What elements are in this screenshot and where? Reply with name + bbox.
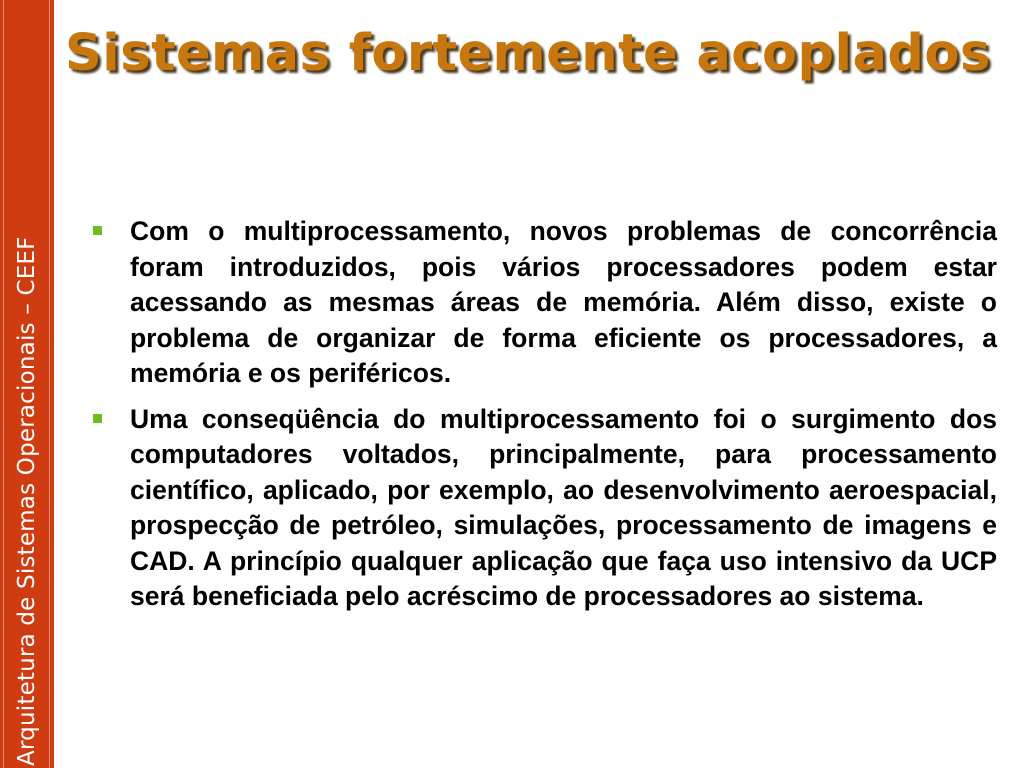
side-bar-text: Arquitetura de Sistemas Operacionais – CEEF bbox=[14, 236, 40, 766]
square-bullet-icon bbox=[93, 414, 102, 423]
bullet-item-2 bbox=[90, 402, 997, 615]
bullet-text-1: Com o multiprocessamento, novos problemas de concorrência foram introduzidos, pois vários processadores podem estar acessando as mesmas áreas de memória. Além disso, existe o problema de organizar de forma eficiente os processadores, a memória e os periféricos. bbox=[130, 216, 997, 388]
bullet-list bbox=[90, 214, 997, 625]
square-bullet-icon bbox=[93, 226, 102, 235]
bullet-item-1 bbox=[90, 214, 997, 392]
slide-title: Sistemas fortemente acoplados bbox=[65, 24, 991, 83]
bullet-text-2: Uma conseqüência do multiprocessamento foi o surgimento dos computadores voltados, principalmente, para processamento científico, aplicado, por exemplo, ao desenvolvimento aeroespacial, prospecção de petróleo, simulações, processamento de imagens e CAD. A princípio qualquer aplicação que faça uso intensivo da UCP será beneficiada pelo acréscimo de processadores ao sistema. bbox=[130, 403, 997, 611]
side-bar bbox=[0, 0, 54, 768]
